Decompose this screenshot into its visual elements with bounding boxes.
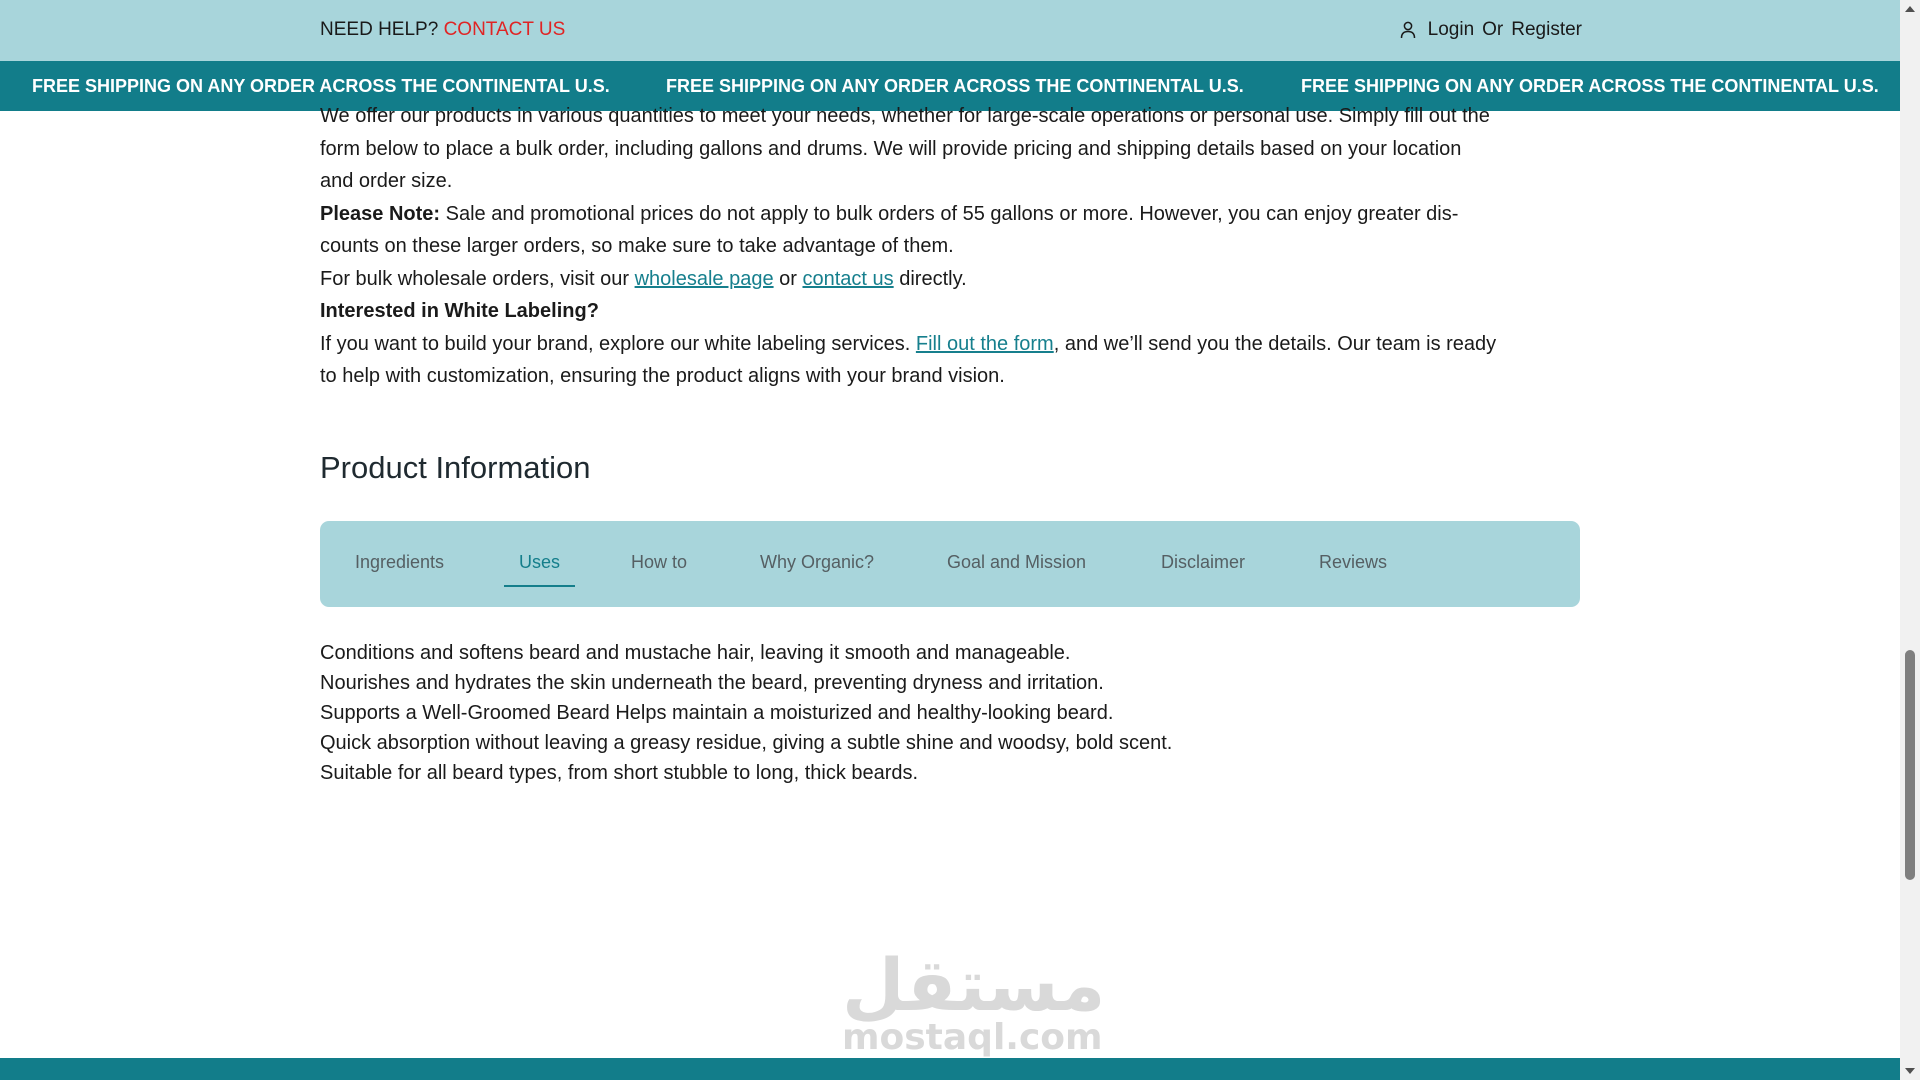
intro-line: and order size. [320,170,453,192]
tab-how-to[interactable]: How to [631,552,688,572]
shipping-message: FREE SHIPPING ON ANY ORDER ACROSS THE CONTINENTAL U.S. [32,76,610,96]
contact-us-link[interactable]: CONTACT US [443,19,566,40]
tab-disclaimer[interactable]: Disclaimer [1161,552,1246,572]
shipping-message: FREE SHIPPING ON ANY ORDER ACROSS THE CONTINENTAL U.S. [1301,76,1879,96]
watermark-latin: mostaql.com [842,1017,1103,1058]
bulk-order-text [320,100,1580,393]
scroll-thumb[interactable] [1905,650,1915,880]
need-help-label: NEED HELP? [320,19,439,40]
tab-why-organic[interactable]: Why Organic? [760,552,875,572]
tab-ingredients[interactable]: Ingredients [355,552,445,572]
wholesale-page-link[interactable]: wholesale page [634,267,774,290]
list-item: Nourishes and hydrates the skin underneath the beard, preventing dryness and irritation. [320,672,1104,694]
contact-us-inline-link[interactable]: contact us [802,267,894,290]
login-link[interactable]: Login [1427,19,1475,40]
white-label-paragraph [320,328,1580,361]
white-label-prefix: If you want to build your brand, explore our white labeling services. [320,332,916,355]
list-item: Quick absorption without leaving a greasy residue, giving a subtle shine and woodsy, bold scent. [320,732,1173,754]
register-link[interactable]: Register [1511,19,1582,40]
intro-line: form below to place a bulk order, including gallons and drums. We will provide pricing and shipping details based on your location [320,137,1462,160]
fill-out-form-link[interactable]: Fill out the form [915,332,1054,355]
white-label-line: to help with customization, ensuring the product aligns with your brand vision. [320,365,1005,387]
tab-reviews[interactable]: Reviews [1319,552,1388,572]
scroll-down-icon[interactable] [1905,1068,1915,1074]
need-help [320,19,565,41]
list-item: Conditions and softens beard and mustache hair, leaving it smooth and manageable. [320,642,1071,664]
user-icon [1400,21,1416,39]
list-item: Suitable for all beard types, from short stubble to long, thick beards. [320,762,919,784]
note-line: counts on these larger orders, so make sure to take advantage of them. [320,235,954,257]
note-paragraph [320,198,1580,231]
shipping-message: FREE SHIPPING ON ANY ORDER ACROSS THE CONTINENTAL U.S. [666,76,1244,96]
product-info-tabs [320,521,1580,607]
vertical-scrollbar[interactable] [1900,0,1920,1080]
or-separator: Or [1482,19,1504,40]
white-label-heading [320,295,1580,328]
uses-list [320,638,1172,788]
product-information-title: Product Information [320,450,591,485]
wholesale-paragraph [320,263,1580,296]
white-label-suffix: , and we’ll send you the details. Our team is ready [1053,332,1497,355]
note-text: Sale and promotional prices do not apply to bulk orders of 55 gallons or more. However, you can enjoy greater dis- [440,202,1459,225]
white-label-heading-text: Interested in White Labeling? [320,300,599,322]
wholesale-or: or [773,267,803,290]
wholesale-suffix: directly. [893,267,967,290]
wholesale-prefix: For bulk wholesale orders, visit our [320,267,635,290]
footer-bar [0,1058,1900,1080]
list-item: Supports a Well-Groomed Beard Helps maintain a moisturized and healthy-looking beard. [320,702,1114,724]
top-help-bar [0,0,1900,61]
tab-uses[interactable]: Uses [504,552,575,587]
intro-line: We offer our products in various quantities to meet your needs, whether for large-scale operations or personal use. Simply fill out the [320,105,1490,127]
account-links [1400,19,1582,41]
scroll-up-icon[interactable] [1905,6,1915,12]
tab-goal-and-mission[interactable]: Goal and Mission [947,552,1087,572]
mostaql-watermark [842,943,1106,1058]
watermark-arabic: مستقل [842,943,1106,1027]
note-label: Please Note: [320,202,441,225]
